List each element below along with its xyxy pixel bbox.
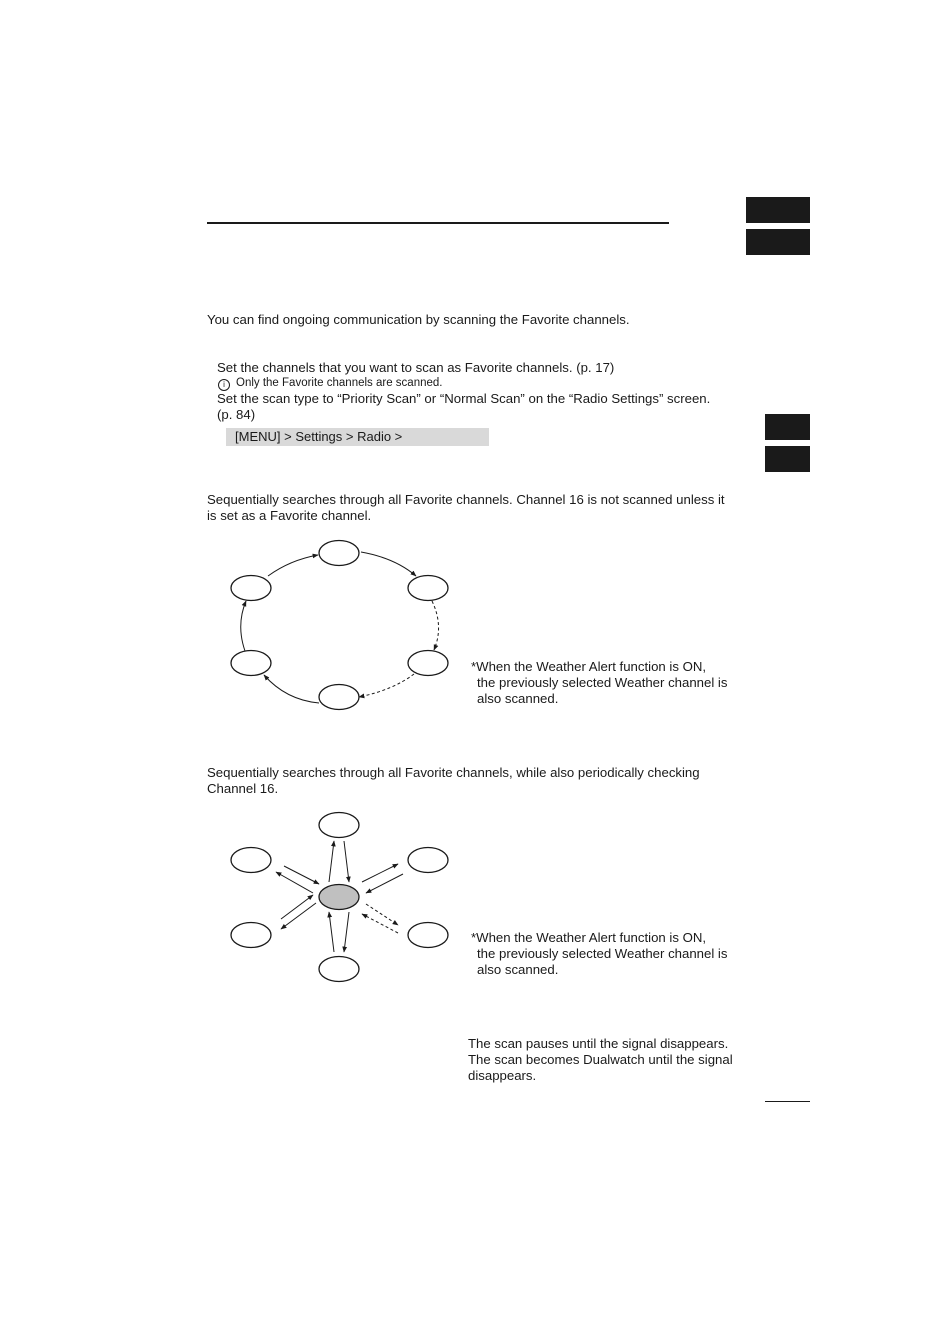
signal-behavior-line3: disappears. <box>468 1068 537 1083</box>
priority-node-top <box>319 813 359 838</box>
priority-arrow-6 <box>362 914 398 933</box>
priority-scan-note-line2: the previously selected Weather channel is <box>477 946 728 961</box>
priority-node-center <box>319 885 359 910</box>
normal-scan-note-line2: the previously selected Weather channel is <box>477 675 728 690</box>
normal-node-lower-right <box>408 651 448 676</box>
priority-arrow-8 <box>329 912 334 952</box>
priority-node-upper-left <box>231 848 271 873</box>
footer-rule <box>765 1101 810 1102</box>
normal-scan-desc-line2: is set as a Favorite channel. <box>207 508 372 523</box>
normal-node-upper-left <box>231 576 271 601</box>
intro-text: You can find ongoing communication by scanning the Favorite channels. <box>207 312 630 327</box>
priority-scan-desc-line2: Channel 16. <box>207 781 279 796</box>
priority-arrow-9 <box>281 903 316 929</box>
normal-arrow-5 <box>241 601 246 651</box>
normal-node-lower-left <box>231 651 271 676</box>
step-1-note-text: Only the Favorite channels are scanned. <box>236 377 443 389</box>
priority-arrow-5 <box>366 904 398 925</box>
step-1-text: Set the channels that you want to scan as Favorite channels. (p. 17) <box>217 360 615 375</box>
normal-arrow-1 <box>361 552 416 576</box>
priority-node-lower-right <box>408 923 448 948</box>
priority-scan-diagram <box>231 813 448 982</box>
priority-arrow-1 <box>329 841 334 882</box>
normal-arrow-3 <box>359 674 414 697</box>
normal-node-bottom <box>319 685 359 710</box>
step-2-text-line2: (p. 84) <box>217 407 256 422</box>
priority-scan-note-line1: *When the Weather Alert function is ON, <box>471 930 707 945</box>
priority-arrow-2 <box>344 841 349 882</box>
priority-arrow-12 <box>284 866 319 884</box>
priority-node-lower-left <box>231 923 271 948</box>
menu-path: [MENU] > Settings > Radio > <box>226 428 489 446</box>
info-icon: i <box>218 379 230 391</box>
normal-scan-desc-line1: Sequentially searches through all Favorite channels. Channel 16 is not scanned unless it <box>207 492 725 507</box>
normal-scan-note-line1: *When the Weather Alert function is ON, <box>471 659 707 674</box>
priority-scan-desc-line1: Sequentially searches through all Favorite channels, while also periodically checking <box>207 765 700 780</box>
priority-scan-note-line3: also scanned. <box>477 962 559 977</box>
priority-node-bottom <box>319 957 359 982</box>
priority-arrow-10 <box>281 895 313 919</box>
priority-node-upper-right <box>408 848 448 873</box>
priority-arrow-11 <box>276 872 313 893</box>
normal-node-upper-right <box>408 576 448 601</box>
normal-arrow-4 <box>264 675 319 703</box>
normal-node-top <box>319 541 359 566</box>
step-2-text-line1: Set the scan type to “Priority Scan” or “Normal Scan” on the “Radio Settings” screen. <box>217 391 711 406</box>
normal-arrow-2 <box>432 601 439 650</box>
normal-scan-note-line3: also scanned. <box>477 691 559 706</box>
normal-arrow-6 <box>268 555 318 576</box>
signal-behavior-line1: The scan pauses until the signal disappears. <box>468 1036 729 1051</box>
priority-arrow-7 <box>344 912 349 952</box>
signal-behavior-line2: The scan becomes Dualwatch until the signal <box>468 1052 733 1067</box>
